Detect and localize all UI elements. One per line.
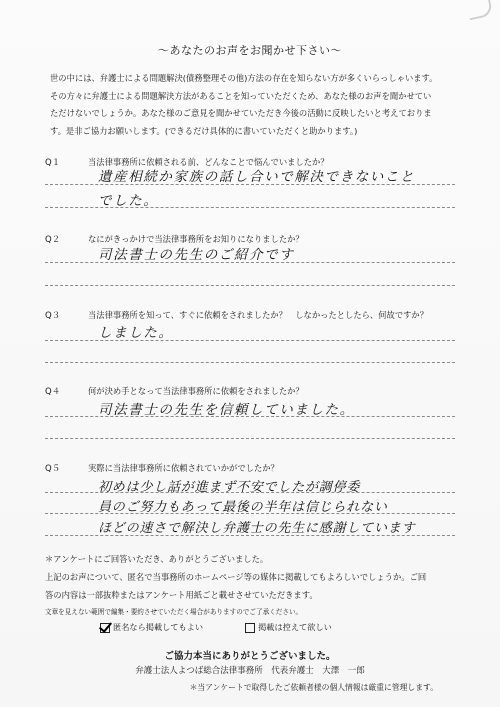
answer-line bbox=[45, 535, 455, 536]
handwritten-answer: 司法書士の先生を信頼していました。 bbox=[98, 402, 355, 418]
option-label: 匿名なら掲載してもよい bbox=[113, 622, 204, 632]
intro-line: す。是非ご協力お願いします。(できるだけ具体的に書いていただくと助かります。) bbox=[50, 125, 358, 136]
privacy-note: ＊当アンケートで取得したご依頼者様の個人情報は厳重に管理します。 bbox=[189, 683, 438, 692]
handwritten-answer: 初めは少し話が進まず不安でしたが調停委 bbox=[98, 480, 361, 495]
answer-line bbox=[45, 362, 455, 363]
question-label: Q４ bbox=[45, 387, 61, 397]
checkbox-icon[interactable] bbox=[245, 623, 255, 633]
edit-note: 文章を見えない範囲で編集・要約させていただく場合がありますのでご了承ください。 bbox=[45, 608, 303, 616]
answer-line bbox=[45, 207, 455, 208]
intro-line: 世の中には、弁護士による問題解決(債務整理その他)方法の存在を知らない方が多くいらっしゃいます。 bbox=[50, 73, 438, 83]
closing-thanks: ご協力本当にありがとうございました。 bbox=[164, 651, 336, 662]
answer-line bbox=[45, 262, 455, 263]
answer-line bbox=[45, 416, 455, 417]
thanks-note: ＊アンケートにご回答いただき、ありがとうございました。 bbox=[45, 554, 269, 564]
page-title: ～あなたのお声をお聞かせ下さい～ bbox=[158, 44, 342, 57]
question-text: なにがきっかけで当法律事務所をお知りになりましたか？ bbox=[88, 234, 304, 244]
handwritten-answer: 員のご努力もあって最後の半年は信じられない bbox=[98, 500, 388, 515]
checked-checkbox-icon[interactable] bbox=[100, 623, 110, 633]
question-label: Q１ bbox=[45, 158, 61, 168]
consent-text: 上記のお声について、匿名で当事務所のホームページ等の媒体に掲載してもよろしいでしょうか。ご回 bbox=[45, 572, 427, 582]
office-name: 弁護士法人よつば総合法律事務所 代表弁護士 大澤 一郎 bbox=[135, 666, 365, 676]
option-label: 掲載は控えて欲しい bbox=[258, 622, 332, 632]
question-label: Q２ bbox=[45, 235, 61, 245]
answer-line bbox=[45, 184, 455, 185]
answer-line bbox=[45, 285, 455, 286]
handwritten-answer: ほどの速さで解決し弁護士の先生に感謝しています bbox=[98, 521, 416, 536]
question-label: Q５ bbox=[45, 464, 61, 474]
question-label: Q３ bbox=[45, 311, 61, 321]
answer-line bbox=[45, 340, 455, 341]
question-text: 何が決め手となって当法律事務所に依頼をされましたか？ bbox=[88, 386, 304, 396]
handwritten-answer: 司法書士の先生のご紹介です bbox=[98, 247, 295, 263]
handwritten-answer: しました。 bbox=[98, 325, 174, 341]
handwritten-answer: 遺産相続か家族の話し合いで解決できないこと bbox=[98, 169, 416, 185]
consent-text: 答の内容は一部抜粋またはアンケート用紙ごと載せさせていただきます。 bbox=[45, 590, 318, 600]
answer-line bbox=[45, 492, 455, 493]
question-text: 当法律事務所に依頼される前、どんなことで悩んでいましたか？ bbox=[88, 157, 329, 167]
question-text: 当法律事務所を知って、すぐに依頼をされましたか？ しなかったとしたら、何故ですか？ bbox=[88, 310, 429, 320]
intro-text bbox=[50, 70, 455, 140]
page-fold-mark bbox=[467, 0, 494, 20]
consent-option-yes[interactable] bbox=[100, 622, 203, 633]
consent-options bbox=[100, 622, 332, 633]
handwritten-answer: でした。 bbox=[98, 193, 159, 209]
intro-line: ただけないでしょうか。あなた様のご意見を聞かせていただき今後の活動に反映したいと考えておりま bbox=[50, 108, 432, 118]
question-text: 実際に当法律事務所に依頼されていかがでしたか？ bbox=[88, 463, 279, 473]
answer-line bbox=[45, 513, 455, 514]
consent-option-no[interactable] bbox=[245, 622, 332, 633]
answer-line bbox=[45, 438, 455, 439]
intro-line: その方々に弁護士による問題解決方法があることを知っていただくため、あなた様のお声を聞かせてい bbox=[50, 90, 432, 101]
